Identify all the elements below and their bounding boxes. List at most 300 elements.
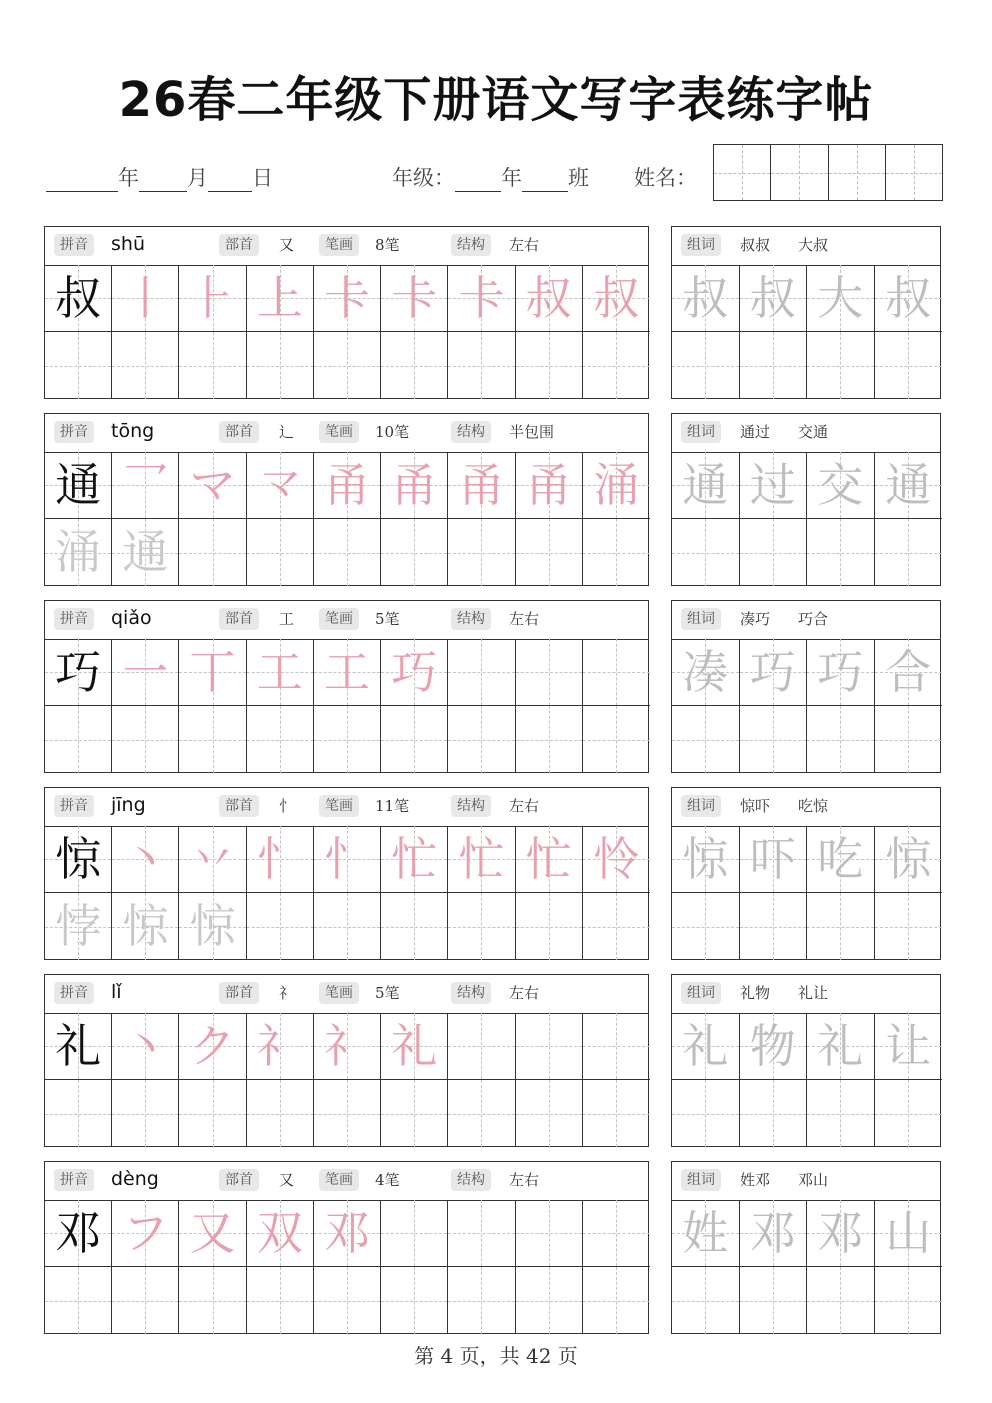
word-character: 让 [885, 1019, 932, 1073]
writing-cell[interactable] [381, 332, 448, 399]
word-cell[interactable] [672, 1080, 740, 1147]
word-cell[interactable] [672, 1013, 740, 1080]
writing-cell[interactable] [381, 265, 448, 332]
writing-cell[interactable] [448, 1013, 515, 1080]
structure-value: 左右 [509, 984, 540, 1002]
char-block [44, 226, 649, 399]
writing-cell[interactable] [247, 893, 314, 960]
writing-cell[interactable] [583, 639, 650, 706]
writing-cell[interactable] [381, 1080, 448, 1147]
writing-grid [45, 265, 648, 398]
word-block [671, 600, 941, 773]
words-label: 组词 [681, 1169, 721, 1191]
word-text: 巧合 [798, 610, 829, 628]
writing-cell[interactable] [516, 1200, 583, 1267]
stroke-step: 双 [256, 1206, 303, 1260]
writing-cell[interactable] [179, 639, 246, 706]
word-cell[interactable] [807, 826, 875, 893]
word-text: 姓邓 [740, 1171, 771, 1189]
writing-cell[interactable] [448, 706, 515, 773]
word-cell[interactable] [807, 639, 875, 706]
writing-cell[interactable] [314, 706, 381, 773]
word-text: 通过 [740, 423, 771, 441]
writing-cell[interactable] [583, 1013, 650, 1080]
writing-cell[interactable] [45, 706, 112, 773]
word-cell[interactable] [807, 265, 875, 332]
radical-label: 部首 [219, 1169, 259, 1191]
word-cell[interactable] [672, 826, 740, 893]
stroke-step: 乛 [122, 458, 169, 512]
writing-grid [45, 1200, 648, 1333]
stroke-step: 又 [189, 1206, 236, 1260]
pinyin-value: lǐ [111, 981, 122, 1003]
writing-cell[interactable] [45, 1267, 112, 1334]
writing-cell[interactable] [516, 826, 583, 893]
writing-cell[interactable] [112, 519, 179, 586]
writing-cell[interactable] [247, 1200, 314, 1267]
writing-cell[interactable] [179, 452, 246, 519]
writing-cell[interactable] [583, 265, 650, 332]
writing-cell[interactable] [583, 1080, 650, 1147]
stroke-step: 叔 [593, 271, 640, 325]
stroke-step: ク [189, 1019, 236, 1073]
stroke-step: 一 [122, 645, 169, 699]
writing-cell[interactable] [314, 332, 381, 399]
strokes-label: 笔画 [319, 234, 359, 256]
writing-cell[interactable] [381, 639, 448, 706]
word-character: 姓 [682, 1206, 729, 1260]
writing-cell[interactable] [247, 519, 314, 586]
structure-value: 左右 [509, 610, 540, 628]
pinyin-label: 拼音 [54, 608, 94, 630]
writing-cell[interactable] [314, 826, 381, 893]
pinyin-value: qiǎo [111, 607, 152, 629]
word-cell[interactable] [672, 452, 740, 519]
writing-cell[interactable] [247, 826, 314, 893]
writing-cell[interactable] [583, 706, 650, 773]
writing-cell[interactable] [45, 519, 112, 586]
strokes-label: 笔画 [319, 795, 359, 817]
writing-cell[interactable] [112, 826, 179, 893]
word-cell[interactable] [740, 519, 808, 586]
month-blank[interactable] [139, 169, 187, 192]
writing-cell[interactable] [179, 332, 246, 399]
writing-cell[interactable] [314, 452, 381, 519]
word-cell[interactable] [672, 706, 740, 773]
stroke-step: 涌 [593, 458, 640, 512]
grade-class-blank[interactable] [522, 169, 568, 192]
radical-value: 又 [279, 236, 295, 254]
word-cell[interactable] [807, 893, 875, 960]
word-cell[interactable] [740, 893, 808, 960]
strokes-label: 笔画 [319, 421, 359, 443]
stroke-step: 丅 [189, 645, 236, 699]
char-info-header [45, 788, 648, 827]
writing-grid [45, 1013, 648, 1146]
writing-cell[interactable] [448, 826, 515, 893]
writing-cell[interactable] [112, 893, 179, 960]
writing-cell[interactable] [448, 1267, 515, 1334]
word-character: 通 [682, 458, 729, 512]
trace-character: 惊 [189, 899, 236, 953]
word-cell[interactable] [740, 639, 808, 706]
name-box[interactable] [714, 145, 771, 200]
word-character: 巧 [749, 645, 796, 699]
pinyin-label: 拼音 [54, 1169, 94, 1191]
writing-cell[interactable] [247, 265, 314, 332]
writing-cell[interactable] [448, 332, 515, 399]
structure-value: 左右 [509, 1171, 540, 1189]
writing-cell[interactable] [381, 1200, 448, 1267]
main-character: 礼 [55, 1019, 102, 1073]
writing-cell[interactable] [516, 1013, 583, 1080]
writing-cell[interactable] [583, 332, 650, 399]
main-character: 邓 [55, 1206, 102, 1260]
strokes-value: 10笔 [375, 423, 410, 441]
pinyin-value: tōng [111, 420, 155, 442]
word-character: 巧 [817, 645, 864, 699]
writing-cell[interactable] [179, 265, 246, 332]
writing-grid [45, 452, 648, 585]
writing-cell[interactable] [516, 1267, 583, 1334]
writing-cell[interactable] [247, 639, 314, 706]
writing-cell[interactable] [583, 519, 650, 586]
writing-cell[interactable] [516, 519, 583, 586]
word-cell[interactable] [740, 826, 808, 893]
writing-cell[interactable] [179, 1200, 246, 1267]
grade-fields[interactable]: 年级： 年 班 [392, 166, 589, 190]
char-info-header [45, 227, 648, 266]
word-header [672, 414, 940, 453]
writing-cell[interactable] [112, 1080, 179, 1147]
stroke-step: 卡 [458, 271, 505, 325]
writing-cell[interactable] [448, 639, 515, 706]
word-cell[interactable] [740, 1200, 808, 1267]
writing-cell[interactable] [247, 332, 314, 399]
writing-cell[interactable] [112, 1013, 179, 1080]
writing-cell[interactable] [45, 639, 112, 706]
stroke-step: 丶 [122, 832, 169, 886]
word-cell[interactable] [807, 1267, 875, 1334]
word-grid [672, 639, 940, 772]
writing-cell[interactable] [314, 1013, 381, 1080]
word-cell[interactable] [875, 1013, 943, 1080]
stroke-step: 甬 [525, 458, 572, 512]
radical-value: 工 [279, 610, 295, 628]
writing-cell[interactable] [45, 826, 112, 893]
writing-cell[interactable] [516, 706, 583, 773]
word-block [671, 413, 941, 586]
words-label: 组词 [681, 234, 721, 256]
word-cell[interactable] [672, 893, 740, 960]
writing-cell[interactable] [112, 706, 179, 773]
word-cell[interactable] [672, 1200, 740, 1267]
word-cell[interactable] [740, 706, 808, 773]
writing-cell[interactable] [583, 893, 650, 960]
word-block [671, 226, 941, 399]
word-text: 礼让 [798, 984, 829, 1002]
writing-cell[interactable] [448, 1080, 515, 1147]
writing-cell[interactable] [448, 452, 515, 519]
word-character: 惊 [682, 832, 729, 886]
writing-cell[interactable] [179, 826, 246, 893]
writing-cell[interactable] [45, 452, 112, 519]
writing-cell[interactable] [314, 1200, 381, 1267]
word-cell[interactable] [672, 265, 740, 332]
writing-cell[interactable] [179, 1267, 246, 1334]
word-cell[interactable] [875, 265, 943, 332]
word-text: 叔叔 [740, 236, 771, 254]
word-cell[interactable] [740, 332, 808, 399]
structure-value: 左右 [509, 236, 540, 254]
pinyin-label: 拼音 [54, 982, 94, 1004]
name-box[interactable] [771, 145, 828, 200]
writing-cell[interactable] [448, 519, 515, 586]
writing-cell[interactable] [45, 265, 112, 332]
structure-value: 半包围 [509, 423, 555, 441]
main-character: 惊 [55, 832, 102, 886]
writing-cell[interactable] [448, 1200, 515, 1267]
word-cell[interactable] [875, 639, 943, 706]
word-character: 邓 [749, 1206, 796, 1260]
stroke-step: 丨 [122, 271, 169, 325]
date-fields[interactable]: 年 月 日 [46, 162, 273, 192]
stroke-step: 甬 [391, 458, 438, 512]
writing-cell[interactable] [516, 332, 583, 399]
writing-cell[interactable] [314, 893, 381, 960]
word-grid [672, 1200, 940, 1333]
trace-character: 通 [122, 525, 169, 579]
writing-cell[interactable] [179, 706, 246, 773]
writing-cell[interactable] [381, 893, 448, 960]
stroke-step: 忙 [458, 832, 505, 886]
writing-cell[interactable] [381, 1267, 448, 1334]
stroke-step: 龴 [256, 458, 303, 512]
year-blank[interactable] [46, 169, 118, 192]
word-cell[interactable] [807, 332, 875, 399]
word-text: 凑巧 [740, 610, 771, 628]
name-boxes[interactable] [713, 144, 943, 201]
trace-character: 惊 [122, 899, 169, 953]
writing-cell[interactable] [314, 265, 381, 332]
writing-cell[interactable] [381, 826, 448, 893]
writing-cell[interactable] [583, 1267, 650, 1334]
word-block [671, 974, 941, 1147]
word-cell[interactable] [807, 1200, 875, 1267]
word-cell[interactable] [875, 826, 943, 893]
stroke-step: フ [122, 1206, 169, 1260]
word-cell[interactable] [672, 1267, 740, 1334]
word-cell[interactable] [740, 265, 808, 332]
word-character: 礼 [682, 1019, 729, 1073]
writing-cell[interactable] [314, 1267, 381, 1334]
writing-grid [45, 639, 648, 772]
word-cell[interactable] [875, 452, 943, 519]
stroke-step: 礻 [256, 1019, 303, 1073]
word-cell[interactable] [875, 706, 943, 773]
word-grid [672, 826, 940, 959]
strokes-value: 4笔 [375, 1171, 400, 1189]
writing-cell[interactable] [448, 265, 515, 332]
word-cell[interactable] [740, 452, 808, 519]
stroke-step: 甬 [323, 458, 370, 512]
writing-cell[interactable] [45, 893, 112, 960]
word-cell[interactable] [875, 1267, 943, 1334]
main-character: 叔 [55, 271, 102, 325]
word-character: 交 [817, 458, 864, 512]
grade-year-blank[interactable] [455, 169, 501, 192]
stroke-step: 礼 [391, 1019, 438, 1073]
writing-cell[interactable] [112, 452, 179, 519]
writing-cell[interactable] [583, 1200, 650, 1267]
word-cell[interactable] [740, 1013, 808, 1080]
writing-cell[interactable] [583, 452, 650, 519]
word-cell[interactable] [807, 1080, 875, 1147]
word-character: 合 [885, 645, 932, 699]
char-block [44, 600, 649, 773]
strokes-value: 5笔 [375, 610, 400, 628]
writing-cell[interactable] [247, 1080, 314, 1147]
char-block [44, 1161, 649, 1334]
writing-cell[interactable] [179, 893, 246, 960]
writing-cell[interactable] [448, 893, 515, 960]
word-character: 山 [885, 1206, 932, 1260]
structure-label: 结构 [451, 421, 491, 443]
word-text: 大叔 [798, 236, 829, 254]
char-info-header [45, 414, 648, 453]
name-box[interactable] [829, 145, 886, 200]
word-cell[interactable] [672, 332, 740, 399]
writing-cell[interactable] [45, 332, 112, 399]
structure-value: 左右 [509, 797, 540, 815]
char-block [44, 413, 649, 586]
writing-cell[interactable] [45, 1013, 112, 1080]
char-info-header [45, 601, 648, 640]
stroke-step: マ [189, 458, 236, 512]
trace-character: 悖 [55, 899, 102, 953]
structure-label: 结构 [451, 1169, 491, 1191]
writing-cell[interactable] [516, 639, 583, 706]
writing-cell[interactable] [516, 452, 583, 519]
word-character: 物 [749, 1019, 796, 1073]
name-box[interactable] [886, 145, 942, 200]
writing-cell[interactable] [45, 1080, 112, 1147]
stroke-step: 工 [256, 645, 303, 699]
radical-value: 礻 [279, 984, 295, 1002]
pinyin-label: 拼音 [54, 234, 94, 256]
writing-cell[interactable] [112, 1200, 179, 1267]
word-text: 惊吓 [740, 797, 771, 815]
word-cell[interactable] [740, 1080, 808, 1147]
word-cell[interactable] [875, 1080, 943, 1147]
writing-cell[interactable] [247, 1267, 314, 1334]
writing-cell[interactable] [516, 1080, 583, 1147]
word-header [672, 601, 940, 640]
structure-label: 结构 [451, 982, 491, 1004]
day-blank[interactable] [208, 169, 252, 192]
stroke-step: 忄 [323, 832, 370, 886]
writing-cell[interactable] [516, 265, 583, 332]
pinyin-value: jīng [111, 794, 146, 816]
writing-cell[interactable] [314, 639, 381, 706]
word-cell[interactable] [875, 1200, 943, 1267]
char-info-header [45, 1162, 648, 1201]
writing-cell[interactable] [179, 519, 246, 586]
word-character: 吓 [749, 832, 796, 886]
word-text: 交通 [798, 423, 829, 441]
writing-cell[interactable] [381, 452, 448, 519]
stroke-step: 甬 [458, 458, 505, 512]
writing-cell[interactable] [179, 1013, 246, 1080]
word-cell[interactable] [807, 706, 875, 773]
name-label: 姓名： [634, 166, 697, 190]
word-text: 吃惊 [798, 797, 829, 815]
radical-label: 部首 [219, 795, 259, 817]
writing-cell[interactable] [314, 1080, 381, 1147]
word-header [672, 1162, 940, 1201]
word-cell[interactable] [672, 519, 740, 586]
word-character: 邓 [817, 1206, 864, 1260]
radical-label: 部首 [219, 421, 259, 443]
word-character: 叔 [749, 271, 796, 325]
trace-character: 涌 [55, 525, 102, 579]
writing-cell[interactable] [112, 332, 179, 399]
strokes-value: 5笔 [375, 984, 400, 1002]
word-character: 叔 [682, 271, 729, 325]
writing-cell[interactable] [112, 265, 179, 332]
writing-cell[interactable] [112, 639, 179, 706]
writing-cell[interactable] [381, 1013, 448, 1080]
words-label: 组词 [681, 795, 721, 817]
stroke-step: 邓 [323, 1206, 370, 1260]
stroke-step: ⺊ [189, 271, 236, 325]
word-character: 礼 [817, 1019, 864, 1073]
word-cell[interactable] [875, 519, 943, 586]
word-character: 惊 [885, 832, 932, 886]
word-cell[interactable] [875, 893, 943, 960]
word-block [671, 1161, 941, 1334]
writing-cell[interactable] [112, 1267, 179, 1334]
word-cell[interactable] [672, 639, 740, 706]
word-block [671, 787, 941, 960]
words-label: 组词 [681, 982, 721, 1004]
word-cell[interactable] [875, 332, 943, 399]
writing-cell[interactable] [516, 893, 583, 960]
writing-cell[interactable] [314, 519, 381, 586]
writing-cell[interactable] [381, 519, 448, 586]
writing-cell[interactable] [247, 706, 314, 773]
words-label: 组词 [681, 421, 721, 443]
word-header [672, 227, 940, 266]
word-cell[interactable] [740, 1267, 808, 1334]
pinyin-value: dèng [111, 1168, 159, 1190]
writing-cell[interactable] [45, 1200, 112, 1267]
word-cell[interactable] [807, 452, 875, 519]
stroke-step: 卡 [323, 271, 370, 325]
pinyin-value: shū [111, 233, 145, 255]
word-cell[interactable] [807, 519, 875, 586]
writing-cell[interactable] [381, 706, 448, 773]
writing-cell[interactable] [179, 1080, 246, 1147]
writing-cell[interactable] [583, 826, 650, 893]
writing-cell[interactable] [247, 1013, 314, 1080]
word-character: 叔 [885, 271, 932, 325]
word-cell[interactable] [807, 1013, 875, 1080]
word-header [672, 788, 940, 827]
writing-cell[interactable] [247, 452, 314, 519]
strokes-label: 笔画 [319, 982, 359, 1004]
strokes-label: 笔画 [319, 608, 359, 630]
